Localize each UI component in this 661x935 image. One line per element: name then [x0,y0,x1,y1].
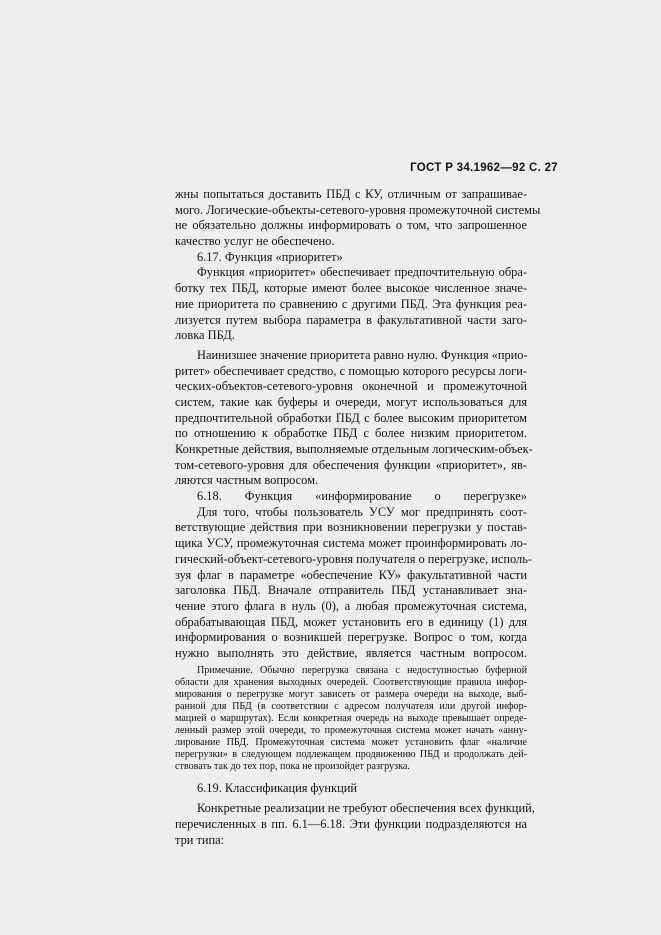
text-line: не обязательно должны информировать о том, что запрошенное [175,218,527,233]
section-6-19-title: 6.19. Классификация функций [197,781,357,796]
note-line: мирования о перегрузке могут зависеть от размера очереди на выходе, выб- [175,688,527,700]
text-line: Конкретные действия, выполняемые отдельным логическим-объек- [175,442,533,456]
text-line: ритет» обеспечивает средство, с помощью которого ресурсы логи- [175,363,527,378]
section-6-19-paragraph-1 [175,801,535,848]
text-line: ляются частным вопросом. [175,473,319,488]
text-line: чение этого флага в нуль (0), а любая промежуточная система, [175,598,527,613]
text-line: зуя флаг в параметре «обеспечение КУ» факультативной части [175,567,527,582]
text-line: ботку тех ПБД, которые имеют более высокое численное значе- [175,281,527,296]
note-line: перегрузки» в следующем подлежащем продвижению ПБД и продолжать дей- [175,749,527,761]
intro-paragraph [175,187,541,250]
section-6-18-title: 6.18. Функция «информирование о перегрузке» [197,489,527,504]
text-line: ветствующие действия при возникновении перегрузки у постав- [175,520,527,535]
text-line: Конкретные реализации не требуют обеспечения всех функций, [197,801,535,816]
section-6-17-paragraph-2 [175,347,533,489]
page-header: ГОСТ Р 34.1962—92 С. 27 [410,162,558,174]
section-6-18-paragraph-1 [175,504,532,662]
main-text [175,187,541,848]
text-line: качество услуг не обеспечено. [175,234,335,249]
section-6-17-paragraph-1 [175,265,527,343]
text-line: нужно выполнять это действие, является частным вопросом. [175,645,527,660]
section-6-17-title: 6.17. Функция «приоритет» [197,249,343,264]
text-line: Функция «приоритет» обеспечивает предпочтительную обра- [197,265,527,280]
text-line: обрабатывающая ПБД, может установить его в единицу (1) для [175,614,527,629]
text-line: том-сетевого-уровня для обеспечения функции «приоритет», яв- [175,457,527,472]
text-line: систем, такие как буферы и очереди, могут использоваться для [175,394,527,409]
note-line: ранной для ПБД (в соответствии с адресом получателя или другой инфор- [175,700,527,712]
text-line: три типа: [175,832,225,847]
text-line: щика УСУ, промежуточная система может проинформировать ло- [175,536,527,551]
text-line: по отношению к обработке ПБД с более низким приоритетом. [175,426,527,441]
text-line: ние приоритета по сравнению с другими ПБД. Эта функция реа- [175,296,527,311]
note-line: Примечание. Обычно перегрузка связана с недоступностью буферной [197,664,527,676]
note-line: мацией о маршрутах). Если конкретная очередь на выходе превышает опреде- [175,713,527,724]
text-line: лизуется путем выбора параметра в факультативной части заго- [175,312,527,327]
text-line: информирования о возникшей перегрузке. Вопрос о том, когда [175,630,527,645]
note-line: лирование ПБД. Промежуточная система может установить флаг «наличие [175,737,527,749]
text-line: мого. Логические-объекты-сетевого-уровня промежуточной системы [175,202,541,217]
text-line: Для того, чтобы пользователь УСУ мог предпринять соот- [197,504,527,519]
text-line: ловка ПБД. [175,328,235,343]
note-line: ствовать так до тех пор, пока не произойдет разгрузка. [175,761,410,773]
text-line: перечисленных в пп. 6.1—6.18. Эти функции подразделяются на [175,816,527,831]
text-line: гический-объект-сетевого-уровня получателя о перегрузке, исполь- [175,551,532,566]
note-line: области для хранения выходных очередей. Соответствующие правила инфор- [175,676,527,688]
text-line: жны попытаться доставить ПБД с КУ, отличным от запрашивае- [175,187,527,201]
text-line: Наинизшее значение приоритета равно нулю. Функция «прио- [197,347,528,362]
text-line: ческих-объектов-сетевого-уровня оконечной и промежуточной [175,379,527,394]
note-block [175,665,527,774]
text-line: предпочтительной обработки ПБД с более высоким приоритетом [175,410,527,425]
note-line: ленный размер этой очереди, то промежуточная система может начать «анну- [175,725,527,737]
text-line: заголовка ПБД. Вначале отправитель ПБД устанавливает зна- [175,583,527,598]
